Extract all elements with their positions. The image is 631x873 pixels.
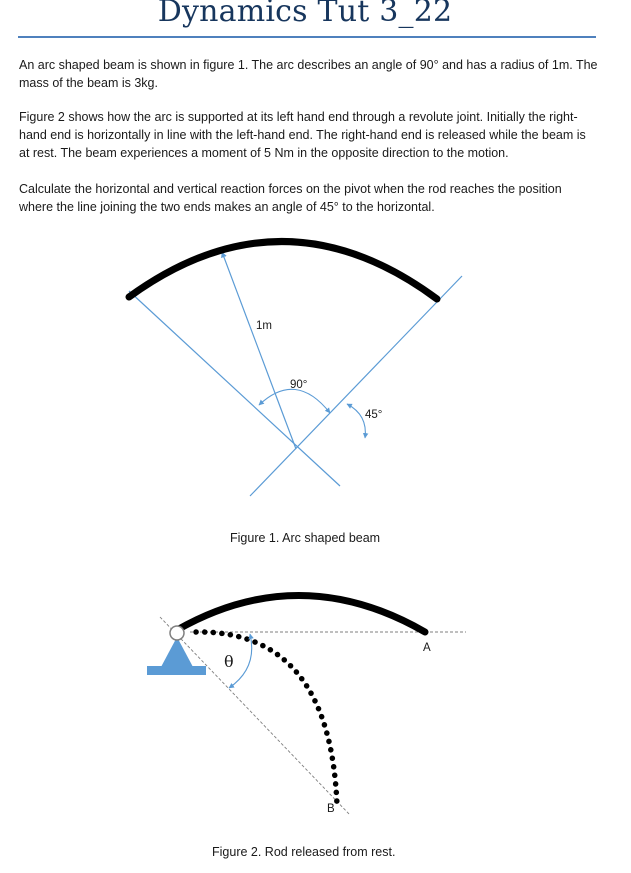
figure-2-caption: Figure 2. Rod released from rest. — [212, 845, 396, 859]
construction-line-right — [250, 276, 462, 496]
side-angle-label: 45° — [365, 409, 383, 421]
arc-beam-initial — [177, 595, 425, 632]
pivot-joint — [170, 626, 184, 640]
paragraph-question: Calculate the horizontal and vertical reaction forces on the pivot when the rod reaches the position where the line joining the two ends makes an angle of 45° to the horizontal. — [19, 182, 562, 214]
page-title: Dynamics Tut 3_22 — [157, 0, 453, 29]
end-label-a: A — [423, 642, 431, 654]
angle-arc-90 — [259, 389, 330, 413]
figure-1-caption: Figure 1. Arc shaped beam — [230, 531, 381, 545]
angle-arc-45 — [347, 404, 365, 438]
radius-label: 1m — [256, 320, 272, 332]
radius-line — [222, 252, 296, 449]
theta-label: θ — [224, 652, 234, 671]
paragraph-support: Figure 2 shows how the arc is supported at its left hand end through a revolute joint. Initially the right-hand end is horizontally in line with the left-hand end. The right-hand end is released while the beam is at rest. The beam experiences a moment of 5 Nm in the opposite direction to the motion. — [19, 110, 586, 160]
pivot-support — [161, 637, 193, 667]
construction-line-left — [129, 291, 340, 486]
figure-1 — [129, 241, 462, 496]
figure-2 — [147, 595, 466, 815]
end-label-b: B — [327, 803, 335, 815]
arc-angle-label: 90° — [290, 379, 308, 391]
paragraph-intro: An arc shaped beam is shown in figure 1. The arc describes an angle of 90° and has a radius of 1m. The mass of the beam is 3kg. — [19, 58, 598, 90]
arc-beam — [129, 241, 437, 299]
pivot-ground — [147, 666, 206, 675]
arc-beam-rotated-dotted — [196, 632, 337, 805]
